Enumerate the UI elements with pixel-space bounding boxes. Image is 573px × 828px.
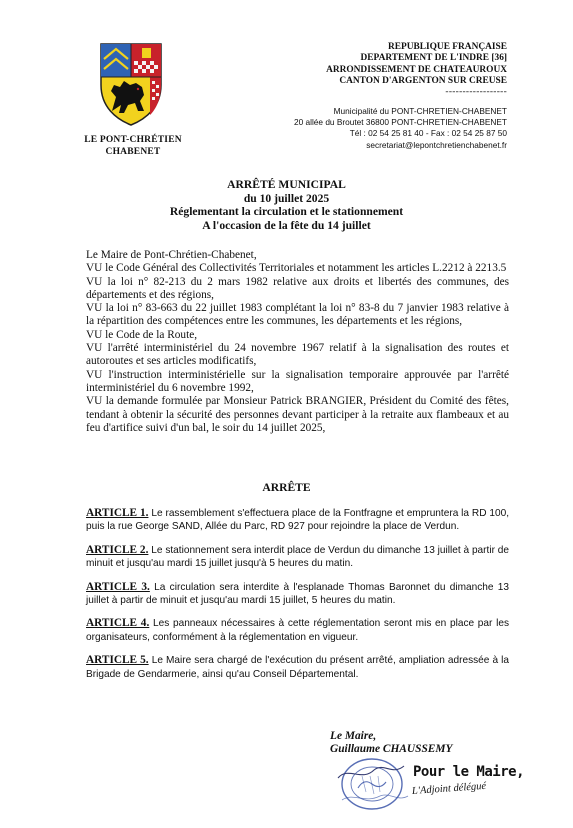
title-line-1: ARRÊTÉ MUNICIPAL	[227, 178, 346, 191]
document-title	[0, 178, 573, 232]
commune-name	[80, 134, 186, 158]
article-text: Le rassemblement s'effectuera place de la Fontfragne et empruntera la RD 100, puis la rue George SAND, Allée du Parc, RD 927 pour rejoindre la place de Verdun.	[86, 508, 510, 533]
header-separator: ------------------	[445, 87, 507, 98]
article-label: ARTICLE 1.	[86, 507, 149, 519]
consideration-item: VU l'arrêté interministériel du 24 novembre 1967 relatif à la signalisation des routes et autoroutes et ses articles modificatifs,	[86, 342, 509, 368]
article-label: ARTICLE 2.	[86, 543, 149, 556]
stamp-pour-le-maire: Pour le Maire,	[413, 764, 525, 780]
article-label: ARTICLE 5.	[86, 654, 149, 667]
coat-of-arms-logo	[98, 41, 164, 127]
article-text: Le Maire sera chargé de l'exécution du présent arrêté, ampliation adressée à la Brigade de Gendarmerie, ainsi qu'au Conseil Départemental.	[86, 655, 509, 680]
article-5	[86, 654, 509, 681]
arrete-heading: ARRÊTE	[262, 481, 311, 494]
title-occasion: A l'occasion de la fête du 14 juillet	[202, 218, 371, 232]
article-2	[86, 544, 509, 571]
commune-name-line-1: LE PONT-CHRÉTIEN	[84, 135, 182, 145]
title-subject: Réglementant la circulation et le stationnement	[169, 205, 404, 219]
consideration-item: VU l'instruction interministérielle sur la signalisation temporaire approuvée par l'arrêté interministériel du 6 novembre 1992,	[86, 368, 509, 394]
republic-line: REPUBLIQUE FRANÇAISE	[387, 42, 507, 52]
consideration-item: VU la loi n° 83-663 du 22 juillet 1983 complétant la loi n° 83-8 du 7 janvier 1983 relative à la répartition des compétences entre les communes, les départements et les régions,	[86, 302, 509, 328]
consideration-item: VU le Code de la Route,	[86, 328, 198, 341]
articles	[86, 507, 509, 691]
official-stamp-seal	[334, 752, 414, 812]
article-4	[86, 617, 509, 644]
article-text: La circulation sera interdite à l'esplanade Thomas Baronnet du dimanche 13 juillet à partir de minuit et jusqu'au mardi 15 juillet, 5 heures du matin.	[86, 581, 510, 607]
considerations	[86, 249, 509, 435]
consideration-item: VU la demande formulée par Monsieur Patrick BRANGIER, Président du Comité des fêtes, tendant à obtenir la sécurité des personnes devant participer à la retraite aux flambeaux et au feu d'artifice suivi d'un bal, le soir du 14 juillet 2025,	[86, 395, 509, 434]
stamp-deputy: L'Adjoint délégué	[411, 780, 487, 797]
commune-name-line-2: CHABENET	[105, 147, 161, 157]
article-1	[86, 507, 509, 534]
phone-fax: Tél : 02 54 25 81 40 - Fax : 02 54 25 87 50	[349, 128, 507, 139]
department-line: DEPARTEMENT DE L'INDRE [36]	[360, 53, 507, 64]
contact-info	[294, 106, 507, 151]
title-date: du 10 juillet 2025	[243, 191, 330, 205]
republic-header	[326, 42, 507, 98]
consideration-item: VU le Code Général des Collectivités Territoriales et notamment les articles L.2212 à 2213.5	[86, 262, 507, 275]
email: secretariat@lepontchretienchabenet.fr	[366, 139, 507, 150]
article-label: ARTICLE 4.	[86, 617, 150, 630]
signature-title: Le Maire,	[330, 730, 377, 742]
canton-line: CANTON D'ARGENTON SUR CREUSE	[339, 75, 507, 86]
article-label: ARTICLE 3.	[86, 580, 150, 593]
article-3	[86, 581, 509, 608]
arrondissement-line: ARRONDISSEMENT DE CHATEAUROUX	[326, 64, 507, 75]
address: 20 allée du Broutet 36800 PONT-CHRETIEN-CHABENET	[293, 117, 507, 128]
mayor-intro: Le Maire de Pont-Chrétien-Chabenet,	[86, 249, 257, 261]
municipality-name: Municipalité du PONT-CHRETIEN-CHABENET	[333, 106, 507, 116]
signatory-name: Guillaume CHAUSSEMY	[330, 743, 453, 755]
article-text: Le stationnement sera interdit place de Verdun du dimanche 13 juillet à partir de minuit et jusqu'au mardi 15 juillet jusqu'à 5 heures du matin.	[86, 544, 509, 570]
article-text: Les panneaux nécessaires à cette réglementation seront mis en place par les organisateurs, conformément à la réglementation en vigueur.	[86, 618, 509, 643]
consideration-item: VU la loi n° 82-213 du 2 mars 1982 relative aux droits et libertés des communes, des départements et des régions,	[86, 275, 509, 301]
